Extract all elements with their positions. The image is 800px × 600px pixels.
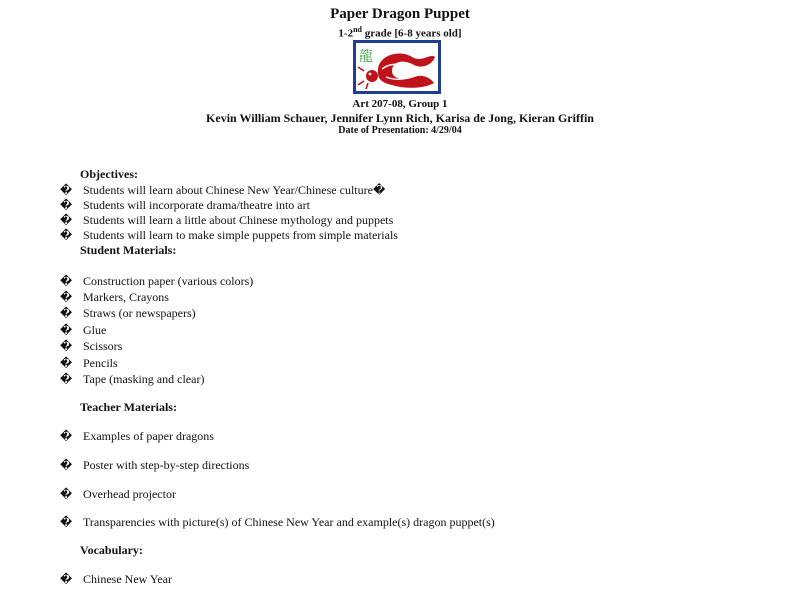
list-item: � Students will learn a little about Chinese mythology and puppets bbox=[60, 213, 394, 227]
grade-ordinal: nd bbox=[353, 25, 362, 34]
bullet-icon: � bbox=[60, 230, 73, 242]
list-item: � Students will learn about Chinese New Year/Chinese culture� bbox=[60, 183, 386, 197]
logo-character: 龍 bbox=[359, 49, 373, 65]
presentation-date: Date of Presentation: 4/29/04 bbox=[338, 125, 462, 136]
bullet-icon: � bbox=[60, 185, 73, 197]
list-item: � Examples of paper dragons bbox=[60, 429, 214, 443]
list-item: � Pencils bbox=[60, 356, 118, 370]
list-item: � Glue bbox=[60, 323, 107, 337]
bullet-icon: � bbox=[60, 325, 73, 337]
list-item: � Tape (masking and clear) bbox=[60, 372, 205, 386]
bullet-icon: � bbox=[60, 200, 73, 212]
dragon-icon bbox=[356, 43, 438, 91]
bullet-icon: � bbox=[60, 341, 73, 353]
bullet-icon: � bbox=[60, 276, 73, 288]
list-item: � Transparencies with picture(s) of Chinese New Year and example(s) dragon puppet(s) bbox=[60, 515, 495, 529]
student-materials-heading: Student Materials: bbox=[80, 243, 177, 257]
list-item: � Construction paper (various colors) bbox=[60, 274, 254, 288]
list-item: � Students will learn to make simple puppets from simple materials bbox=[60, 228, 398, 242]
grade-line bbox=[0, 25, 800, 40]
teacher-materials-heading: Teacher Materials: bbox=[80, 400, 177, 414]
bullet-icon: � bbox=[60, 292, 73, 304]
list-item: � Markers, Crayons bbox=[60, 290, 169, 304]
bullet-icon: � bbox=[60, 431, 73, 443]
list-item: � Overhead projector bbox=[60, 487, 176, 501]
dragon-logo bbox=[353, 40, 441, 94]
bullet-icon: � bbox=[60, 489, 73, 501]
bullet-icon: � bbox=[60, 374, 73, 386]
objectives-heading: Objectives: bbox=[80, 167, 138, 181]
list-item: � Students will incorporate drama/theatre into art bbox=[60, 198, 310, 212]
bullet-icon: � bbox=[60, 574, 73, 586]
list-item: � Scissors bbox=[60, 339, 123, 353]
bullet-icon: � bbox=[60, 215, 73, 227]
bullet-icon: � bbox=[60, 517, 73, 529]
list-item: � Poster with step-by-step directions bbox=[60, 458, 250, 472]
authors-line: Kevin William Schauer, Jennifer Lynn Rich, Karisa de Jong, Kieran Griffin bbox=[206, 111, 594, 125]
course-line: Art 207-08, Group 1 bbox=[352, 98, 448, 110]
grade-suffix: grade [6-8 years old] bbox=[361, 27, 462, 40]
bullet-icon: � bbox=[60, 308, 73, 320]
grade-prefix: 1-2 bbox=[338, 27, 354, 40]
bullet-icon: � bbox=[60, 358, 73, 370]
bullet-icon: � bbox=[60, 460, 73, 472]
list-item: � Chinese New Year bbox=[60, 572, 172, 586]
document-title: Paper Dragon Puppet bbox=[330, 6, 470, 22]
vocabulary-heading: Vocabulary: bbox=[80, 543, 143, 557]
list-item: � Straws (or newspapers) bbox=[60, 306, 196, 320]
